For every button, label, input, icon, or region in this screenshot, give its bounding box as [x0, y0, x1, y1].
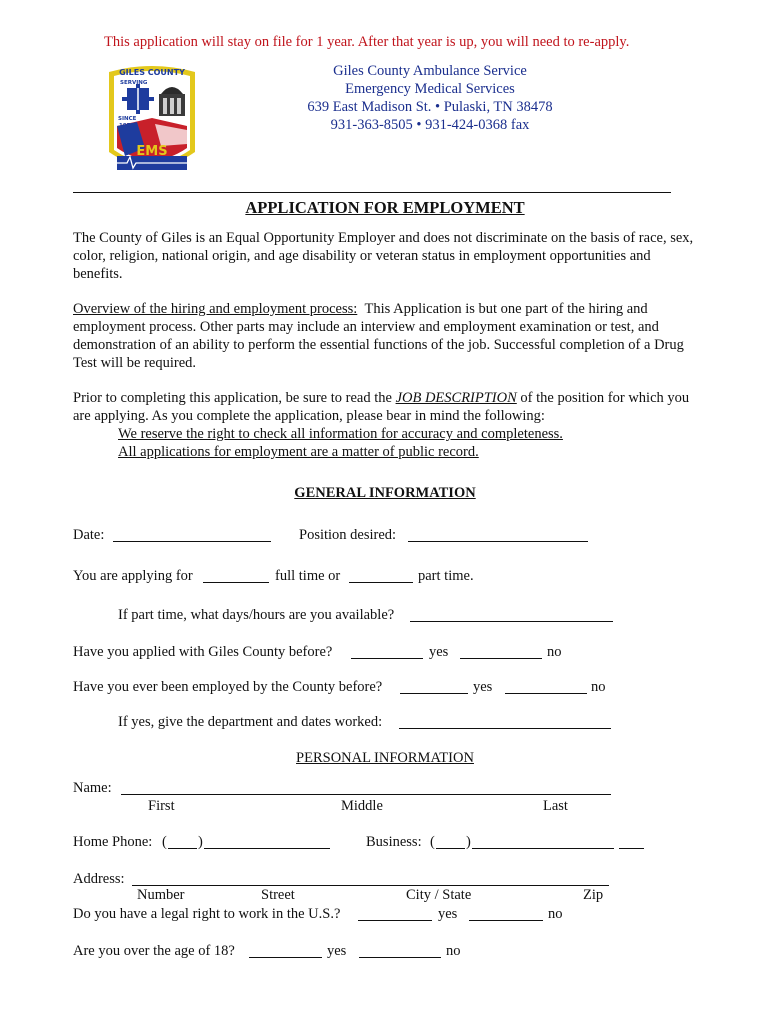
logo-side-text-1: SERVING	[120, 80, 148, 86]
employed-before-label: Have you ever been employed by the County before?	[73, 679, 383, 695]
over-18-no-field[interactable]	[359, 957, 441, 958]
legal-right-no-field[interactable]	[469, 920, 543, 921]
bullet-public-record: All applications for employment are a matter of public record.	[118, 444, 479, 460]
business-phone-ext-field[interactable]	[619, 848, 644, 849]
prior-paragraph	[73, 389, 698, 425]
full-time-field[interactable]	[203, 582, 269, 583]
logo-year: 1972	[119, 123, 135, 129]
prior-text-after: of the position for which you are applying. As you complete the application, please bear in mind the following:	[73, 390, 690, 424]
business-phone-field[interactable]	[472, 848, 614, 849]
name-first-caption: First	[148, 798, 175, 814]
prior-text-before: Prior to completing this application, be sure to read the	[73, 390, 396, 406]
part-time-label: part time.	[418, 568, 474, 584]
legal-right-yes-label: yes	[438, 906, 458, 922]
agency-name: Giles County Ambulance Service	[333, 63, 527, 79]
date-field[interactable]	[113, 541, 271, 542]
over-18-no-label: no	[446, 943, 461, 959]
job-description-link[interactable]: JOB DESCRIPTION	[395, 390, 517, 406]
applied-before-no-label: no	[547, 644, 562, 660]
part-time-field[interactable]	[349, 582, 413, 583]
business-phone-area-close: )	[466, 834, 471, 850]
logo-side-text-2: SINCE	[118, 116, 137, 122]
business-phone-area-open: (	[430, 834, 435, 850]
general-info-heading: GENERAL INFORMATION	[294, 485, 476, 501]
home-phone-label: Home Phone:	[73, 834, 153, 850]
agency-service: Emergency Medical Services	[345, 81, 515, 97]
home-phone-area-open: (	[162, 834, 167, 850]
bullet-accuracy: We reserve the right to check all information for accuracy and completeness.	[118, 426, 563, 442]
overview-heading: Overview of the hiring and employment process:	[73, 301, 358, 317]
employed-before-no-label: no	[591, 679, 606, 695]
name-last-caption: Last	[543, 798, 568, 814]
overview-paragraph	[73, 300, 698, 372]
agency-address: 639 East Madison St. • Pulaski, TN 38478	[307, 99, 553, 115]
address-field[interactable]	[132, 885, 609, 886]
home-phone-field[interactable]	[204, 848, 330, 849]
legal-right-no-label: no	[548, 906, 563, 922]
address-city-state-caption: City / State	[406, 887, 472, 903]
address-zip-caption: Zip	[583, 887, 604, 903]
name-field[interactable]	[121, 794, 611, 795]
full-time-label: full time or	[275, 568, 341, 584]
applied-before-yes-label: yes	[429, 644, 449, 660]
name-label: Name:	[73, 780, 112, 796]
date-label: Date:	[73, 527, 105, 543]
home-phone-area-close: )	[198, 834, 203, 850]
position-desired-label: Position desired:	[299, 527, 397, 543]
reapply-notice: This application will stay on file for 1 year. After that year is up, you will need to re-apply.	[104, 34, 630, 50]
applied-before-yes-field[interactable]	[351, 658, 423, 659]
part-time-availability-field[interactable]	[410, 621, 613, 622]
employed-before-yes-field[interactable]	[400, 693, 468, 694]
address-number-caption: Number	[137, 887, 185, 903]
applying-for-label: You are applying for	[73, 568, 193, 584]
position-desired-field[interactable]	[408, 541, 588, 542]
employed-before-no-field[interactable]	[505, 693, 587, 694]
logo-arc-text: GILES COUNTY	[119, 68, 185, 77]
employed-before-yes-label: yes	[473, 679, 493, 695]
address-label: Address:	[73, 871, 125, 887]
over-18-label: Are you over the age of 18?	[73, 943, 235, 959]
eeo-paragraph: The County of Giles is an Equal Opportunity Employer and does not discriminate on the basis of race, sex, color, religion, national origin, and age disability or veteran status in employment opportunities and benefits.	[73, 230, 694, 282]
part-time-availability-label: If part time, what days/hours are you available?	[118, 607, 395, 623]
dept-dates-field[interactable]	[399, 728, 611, 729]
business-phone-label: Business:	[366, 834, 422, 850]
over-18-yes-label: yes	[327, 943, 347, 959]
address-street-caption: Street	[261, 887, 295, 903]
over-18-yes-field[interactable]	[249, 957, 322, 958]
applied-before-label: Have you applied with Giles County before?	[73, 644, 333, 660]
legal-right-label: Do you have a legal right to work in the U.S.?	[73, 906, 341, 922]
legal-right-yes-field[interactable]	[358, 920, 432, 921]
agency-header	[280, 62, 580, 134]
agency-phones: 931-363-8505 • 931-424-0368 fax	[330, 117, 530, 133]
dept-dates-label: If yes, give the department and dates worked:	[118, 714, 383, 730]
name-middle-caption: Middle	[341, 798, 383, 814]
business-phone-area-field[interactable]	[436, 848, 465, 849]
ems-logo	[105, 64, 199, 176]
header-divider	[73, 192, 671, 193]
personal-info-heading: PERSONAL INFORMATION	[296, 750, 474, 766]
overview-text: This Application is but one part of the hiring and employment process. Other parts may include an interview and employment examination or test, and demonstration of an ability to perform the essential functions of the job. Successful completion of a Drug Test will be required.	[73, 301, 684, 371]
page-title: APPLICATION FOR EMPLOYMENT	[245, 198, 525, 217]
applied-before-no-field[interactable]	[460, 658, 542, 659]
logo-bottom-text: EMS	[136, 144, 168, 159]
home-phone-area-field[interactable]	[168, 848, 197, 849]
